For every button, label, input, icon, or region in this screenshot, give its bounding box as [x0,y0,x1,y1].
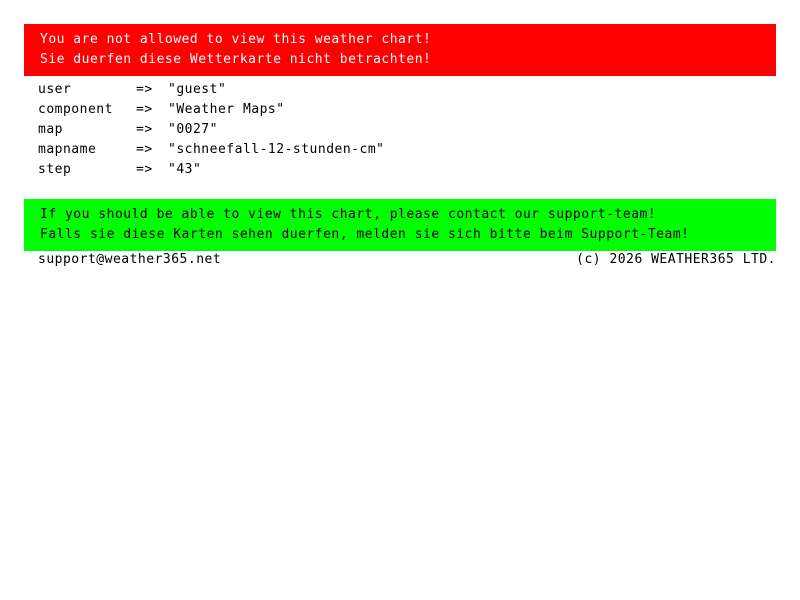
detail-row-mapname [38,140,385,160]
detail-key-map: map [38,122,63,137]
info-banner [24,199,776,251]
info-banner-line-de: Falls sie diese Karten sehen duerfen, melden sie sich bitte beim Support-Team! [40,227,690,242]
detail-row-map [38,120,385,140]
request-details [38,80,385,180]
detail-value-mapname: "schneefall-12-stunden-cm" [168,142,385,157]
detail-arrow-map: => [136,122,153,137]
detail-arrow-step: => [136,162,153,177]
detail-key-step: step [38,162,72,177]
detail-row-component [38,100,385,120]
copyright-text: (c) 2026 WEATHER365 LTD. [576,252,776,267]
detail-row-user [38,80,385,100]
detail-arrow-mapname: => [136,142,153,157]
detail-key-mapname: mapname [38,142,97,157]
detail-value-user: "guest" [168,82,227,97]
info-banner-line-en: If you should be able to view this chart, please contact our support-team! [40,207,657,222]
detail-arrow-component: => [136,102,153,117]
footer [38,250,776,270]
detail-value-component: "Weather Maps" [168,102,285,117]
detail-key-user: user [38,82,72,97]
detail-arrow-user: => [136,82,153,97]
error-banner-line-de: Sie duerfen diese Wetterkarte nicht betrachten! [40,52,432,67]
detail-value-map: "0027" [168,122,218,137]
detail-key-component: component [38,102,113,117]
detail-value-step: "43" [168,162,202,177]
support-email-link[interactable]: support@weather365.net [38,252,222,267]
error-banner [24,24,776,76]
detail-row-step [38,160,385,180]
error-banner-line-en: You are not allowed to view this weather chart! [40,32,432,47]
